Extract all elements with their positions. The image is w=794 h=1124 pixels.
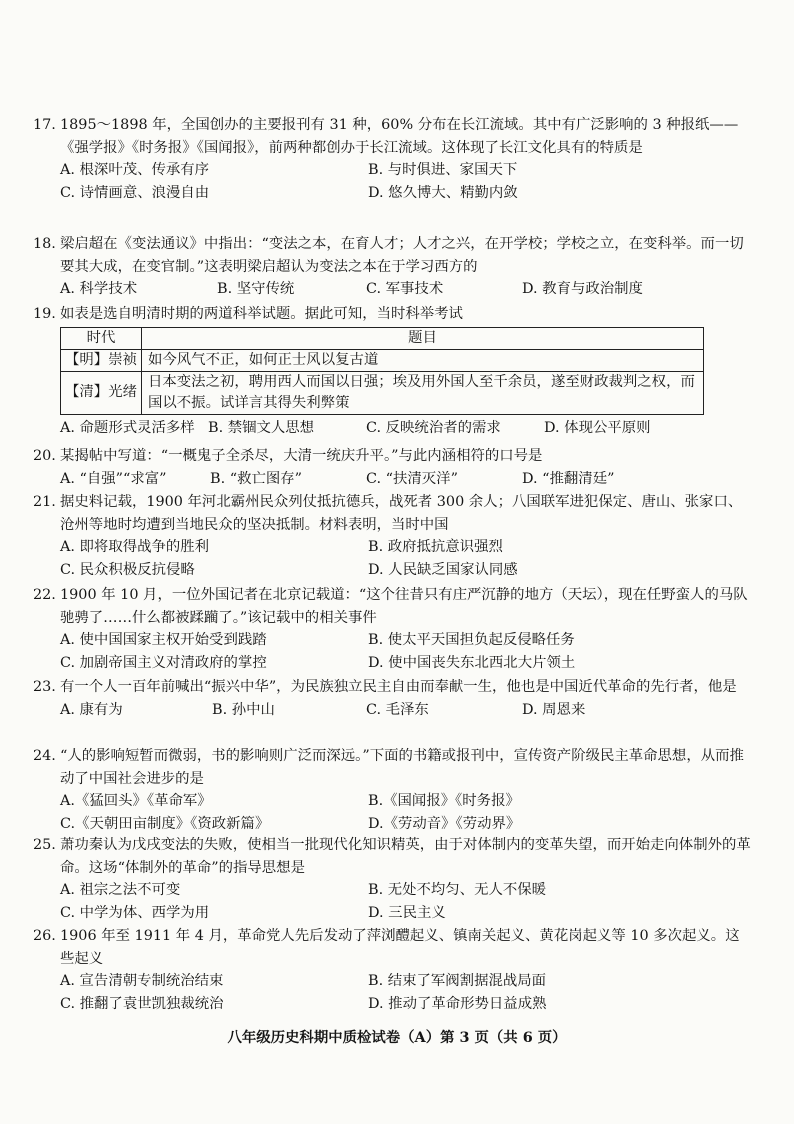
question-stem: 1895～1898 年，全国创办的主要报刊有 31 种，60% 分布在长江流域。其中有广泛影响的 3 种报纸——《强学报》《时务报》《国闻报》，前两种都创办于长江流域。这体现了长江文化具有的特质是 xyxy=(60,117,739,156)
option-d: D. 悠久博大、精勤内敛 xyxy=(368,184,518,201)
option-c: C. 诗情画意、浪漫自由 xyxy=(60,184,210,201)
table-row xyxy=(61,349,704,371)
option-c: C. 中学为体、西学为用 xyxy=(60,904,210,921)
option-b: B. 与时俱进、家国天下 xyxy=(368,162,518,178)
question-stem: 据史料记载，1900 年河北霸州民众列仗抵抗德兵，战死者 300 余人；八国联军进犯保定、唐山、张家口、沧州等地时均遭到当地民众的坚决抵制。材料表明，当时中国 xyxy=(60,494,743,533)
option-a: A.《猛回头》《革命军》 xyxy=(60,793,212,809)
question-number: 24. xyxy=(33,748,56,764)
question-21 xyxy=(33,491,753,581)
option-a: A. 即将取得战争的胜利 xyxy=(60,539,210,555)
question-stem: 1900 年 10 月，一位外国记者在北京记载道：“这个往昔只有庄严沉静的地方（天坛），现在任野蛮人的马队驰骋了……什么都被蹂躏了。”该记载中的相关事件 xyxy=(60,587,748,626)
table-header-topic: 题目 xyxy=(142,327,704,349)
exam-questions-table xyxy=(60,327,704,415)
option-b: B.《国闻报》《时务报》 xyxy=(368,793,520,809)
table-cell-topic: 如今风气不正，如何正士风以复古道 xyxy=(142,349,704,371)
question-stem: 萧功秦认为戊戌变法的失败，使相当一批现代化知识精英，由于对体制内的变革失望，而开始走向体制外的革命。这场“体制外的革命”的指导思想是 xyxy=(60,837,751,876)
options xyxy=(60,468,753,491)
question-stem: 梁启超在《变法通议》中指出：“变法之本，在育人才；人才之兴，在开学校；学校之立，在变科举。而一切要其大成，在变官制。”这表明梁启超认为变法之本在于学习西方的 xyxy=(60,236,744,275)
options xyxy=(60,159,753,204)
option-d: D. 人民缺乏国家认同感 xyxy=(368,561,518,578)
option-c: C.《天朝田亩制度》《资政新篇》 xyxy=(60,815,270,832)
options xyxy=(60,790,753,835)
option-b: B. 禁锢文人思想 xyxy=(208,419,315,436)
question-24 xyxy=(33,745,753,835)
option-d: D. “推翻清廷” xyxy=(522,470,615,487)
question-number: 23. xyxy=(33,679,56,695)
question-17 xyxy=(33,114,753,204)
question-number: 20. xyxy=(33,448,56,464)
question-19 xyxy=(33,303,753,439)
option-b: B. 坚守传统 xyxy=(217,281,295,297)
option-b: B. 无处不均匀、无人不保暖 xyxy=(368,882,547,898)
option-d: D. 使中国丧失东北西北大片领土 xyxy=(368,654,576,671)
question-stem: 如表是选自明清时期的两道科举试题。据此可知，当时科举考试 xyxy=(60,306,463,322)
option-d: D. 三民主义 xyxy=(368,904,446,921)
question-stem: “人的影响短暂而微弱，书的影响则广泛而深远。”下面的书籍或报刊中，宣传资产阶级民主革命思想，从而推动了中国社会进步的是 xyxy=(60,748,744,787)
option-d: D. 推动了革命形势日益成熟 xyxy=(368,995,547,1012)
table-cell-era: 【清】光绪 xyxy=(61,371,142,414)
question-25 xyxy=(33,834,753,924)
option-a: A. 康有为 xyxy=(60,701,123,718)
table-cell-era: 【明】崇祯 xyxy=(61,349,142,371)
question-number: 22. xyxy=(33,587,56,603)
question-26 xyxy=(33,925,753,1015)
option-b: B. 结束了军阀割据混战局面 xyxy=(368,973,547,989)
option-b: B. 使太平天国担负起反侵略任务 xyxy=(368,632,575,648)
option-a: A. 命题形式灵活多样 xyxy=(60,419,195,436)
option-c: C. “扶清灭洋” xyxy=(366,470,458,487)
options xyxy=(60,536,753,581)
question-number: 25. xyxy=(33,837,56,853)
option-c: C. 民众积极反抗侵略 xyxy=(60,561,195,578)
question-23 xyxy=(33,676,753,721)
option-a: A. 祖宗之法不可变 xyxy=(60,882,181,898)
option-d: D. 教育与政治制度 xyxy=(522,281,643,297)
question-number: 21. xyxy=(33,494,56,510)
table-header-row xyxy=(61,327,704,349)
question-stem: 1906 年至 1911 年 4 月，革命党人先后发动了萍浏醴起义、镇南关起义、黄花岗起义等 10 多次起义。这些起义 xyxy=(60,928,740,967)
question-number: 17. xyxy=(33,117,56,133)
options xyxy=(60,699,753,722)
option-c: C. 毛泽东 xyxy=(366,701,429,718)
option-b: B. “救亡图存” xyxy=(210,470,303,487)
option-d: D. 周恩来 xyxy=(522,701,586,718)
question-number: 19. xyxy=(33,306,56,322)
option-a: A. 使中国国家主权开始受到践踏 xyxy=(60,632,267,648)
question-number: 26. xyxy=(33,928,56,944)
option-c: C. 军事技术 xyxy=(366,281,444,297)
option-a: A. “自强”“求富” xyxy=(60,470,167,487)
option-d: D.《劳动音》《劳动界》 xyxy=(368,815,521,832)
table-header-era: 时代 xyxy=(61,327,142,349)
page-footer: 八年级历史科期中质检试卷（A）第 3 页（共 6 页） xyxy=(227,1029,567,1046)
option-c: C. 反映统治者的需求 xyxy=(366,419,501,436)
option-b: B. 政府抵抗意识强烈 xyxy=(368,539,503,555)
table-cell-topic: 日本变法之初，聘用西人而国以日强；埃及用外国人至千余员，遂至财政裁判之权，而国以不振。试详言其得失利弊策 xyxy=(142,371,704,414)
options xyxy=(60,417,753,440)
question-18 xyxy=(33,233,753,301)
option-a: A. 科学技术 xyxy=(60,281,138,297)
question-stem: 某揭帖中写道：“一概鬼子全杀尽，大清一统庆升平。”与此内涵相符的口号是 xyxy=(60,448,543,464)
option-b: B. 孙中山 xyxy=(212,701,275,718)
options xyxy=(60,629,753,674)
option-d: D. 体现公平原则 xyxy=(544,419,651,436)
question-number: 18. xyxy=(33,236,56,252)
option-c: C. 加剧帝国主义对清政府的掌控 xyxy=(60,654,267,671)
options xyxy=(60,970,753,1015)
option-a: A. 宣告清朝专制统治结束 xyxy=(60,973,224,989)
table-row xyxy=(61,371,704,414)
question-22 xyxy=(33,584,753,674)
options xyxy=(60,278,753,301)
question-20 xyxy=(33,445,753,490)
options xyxy=(60,879,753,924)
option-c: C. 推翻了袁世凯独裁统治 xyxy=(60,995,224,1012)
question-stem: 有一个人一百年前喊出“振兴中华”，为民族独立民主自由而奉献一生，他也是中国近代革命的先行者，他是 xyxy=(60,679,737,695)
option-a: A. 根深叶茂、传承有序 xyxy=(60,162,210,178)
